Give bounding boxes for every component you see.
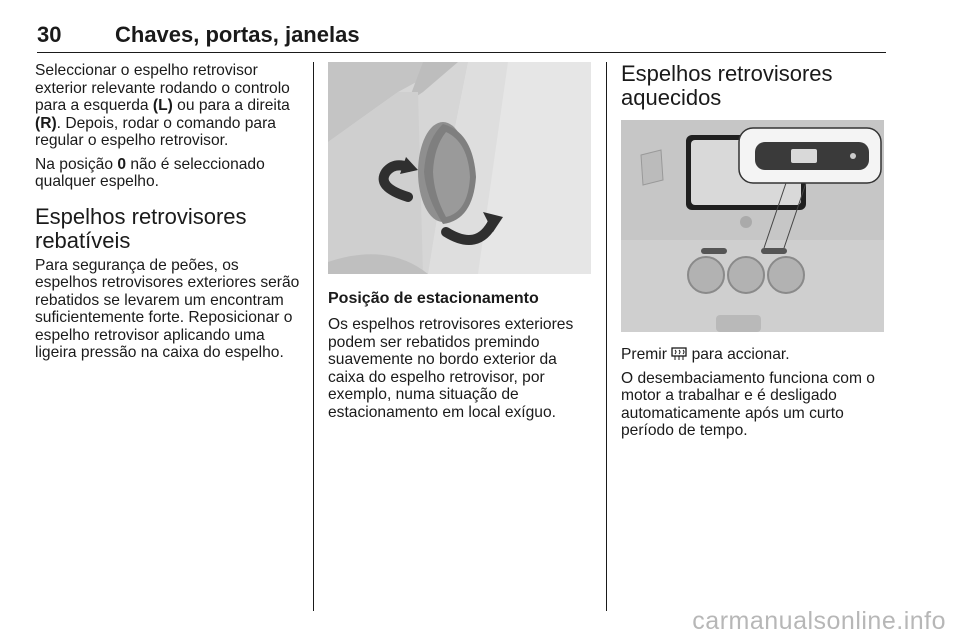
paragraph-select-mirror [35, 62, 303, 150]
paragraph-position-zero [35, 156, 303, 191]
paragraph-defrost: O desembaciamento funciona com o motor a trabalhar e é desligado automaticamente após um curto período de tempo. [621, 369, 875, 439]
label-right: (R) [35, 114, 57, 132]
column-3 [621, 62, 886, 446]
text: Na posição [35, 155, 118, 173]
page-title: Chaves, portas, janelas [115, 22, 360, 47]
column-2 [328, 62, 592, 427]
text: . Depois, rodar o comando para regular o espelho retrovisor. [35, 114, 276, 149]
text: Premir [621, 346, 672, 363]
label-zero: 0 [117, 155, 127, 173]
text: ou para a direita [172, 97, 290, 114]
text: não é seleccionado qualquer espelho. [35, 155, 265, 190]
heading-folding-mirrors: Espelhos retrovisores rebatíveis [35, 203, 247, 253]
dashboard-illustration [621, 120, 884, 332]
heading-heated-mirrors: Espelhos retrovisores aquecidos [621, 61, 833, 110]
paragraph-press-button [621, 346, 886, 364]
column-divider [313, 62, 314, 611]
page-header [37, 22, 886, 53]
heading-parking-position: Posição de estacionamento [328, 290, 539, 307]
label-left: (L) [152, 97, 173, 114]
column-divider [606, 62, 607, 611]
mirror-fold-illustration [328, 62, 591, 274]
column-1 [35, 62, 303, 368]
paragraph-parking-position: Os espelhos retrovisores exteriores podem ser rebatidos premindo suavemente no bordo exterior da caixa do espelho retrovisor, por exemplo, numa situação de estacionamento em local exíguo. [328, 316, 574, 421]
text: Seleccionar o espelho retrovisor exterior relevante rodando o controlo para a esquerda [35, 62, 290, 114]
page-number: 30 [37, 22, 62, 47]
mirror-heating-icon [671, 347, 687, 361]
paragraph-folding-mirrors: Para segurança de peões, os espelhos retrovisores exteriores serão rebatidos se levarem um encontram suficientemente forte. Reposicionar o espelho retrovisor aplicando uma ligeira pressão na caixa do espelho. [35, 256, 300, 361]
text: para accionar. [687, 346, 790, 363]
watermark: carmanualsonline.info [692, 607, 946, 635]
